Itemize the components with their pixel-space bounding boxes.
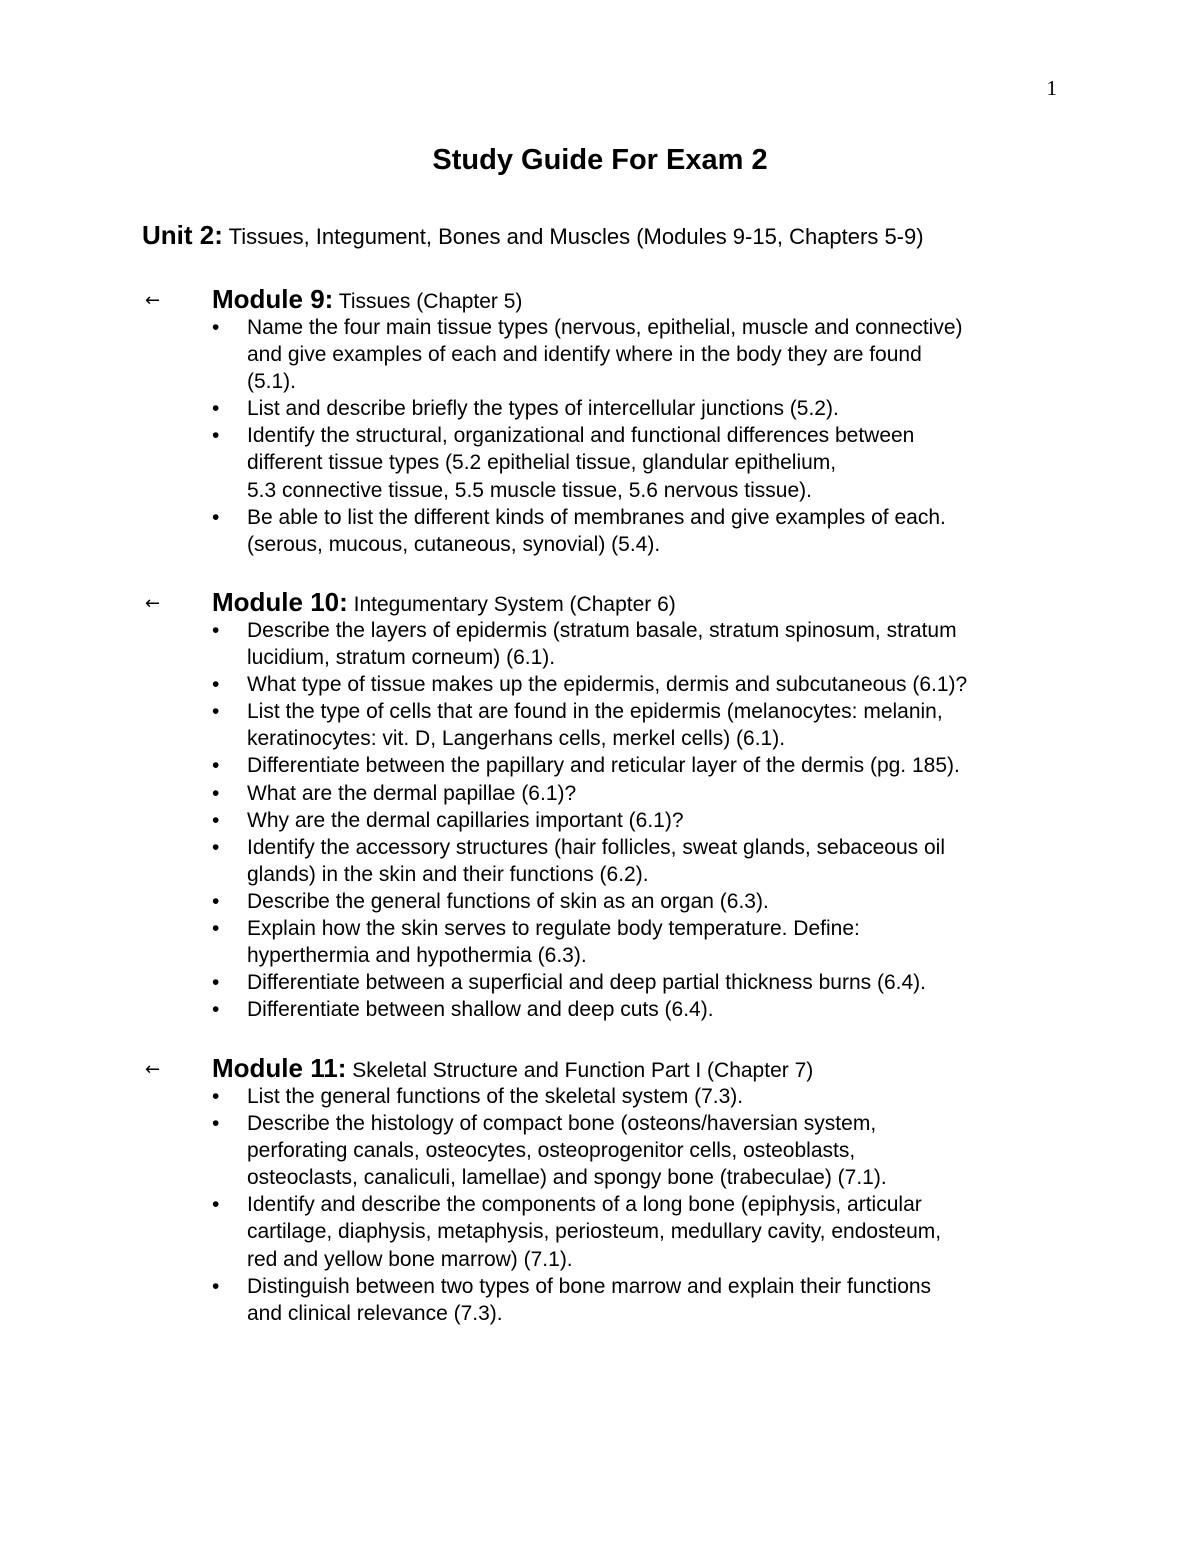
- module-description: Integumentary System (Chapter 6): [347, 593, 676, 616]
- topic-list: [142, 1083, 1082, 1327]
- bullet-icon: •: [212, 673, 220, 697]
- page-title: Study Guide For Exam 2: [432, 144, 768, 176]
- list-item-text: What are the dermal papillae (6.1)?: [247, 781, 577, 805]
- list-item-text: Name the four main tissue types (nervous, epithelial, muscle and connective) and give examples of each and identify where in the body they are found (5.1).: [247, 316, 963, 394]
- bullet-icon: •: [212, 505, 220, 529]
- list-item-text: Be able to list the different kinds of membranes and give examples of each. (serous, mucous, cutaneous, synovial) (5.4).: [247, 505, 946, 556]
- module-description: Skeletal Structure and Function Part I (Chapter 7): [346, 1059, 814, 1082]
- list-item: [142, 422, 1082, 503]
- list-item-text: List and describe briefly the types of intercellular junctions (5.2).: [247, 397, 839, 421]
- bullet-icon: •: [212, 1193, 220, 1217]
- bullet-icon: •: [212, 1274, 220, 1298]
- list-item-text: Why are the dermal capillaries important (6.1)?: [247, 808, 684, 832]
- bullet-icon: •: [212, 619, 220, 642]
- bullet-icon: •: [212, 1112, 220, 1136]
- module-title: [212, 587, 676, 620]
- module-description: Tissues (Chapter 5): [333, 290, 523, 313]
- list-item: [142, 807, 1082, 834]
- module-heading: [142, 1053, 1082, 1083]
- bullet-icon: •: [212, 781, 220, 805]
- bullet-icon: •: [212, 424, 220, 448]
- module-9-section: [142, 284, 1082, 558]
- list-item-text: Describe the histology of compact bone (osteons/haversian system, perforating canals, osteocytes, osteoprogenitor cells, osteoblasts, osteoclasts, canaliculi, lamellae) and spongy bone (trabeculae) (7.1).: [247, 1112, 887, 1190]
- bullet-icon: •: [212, 971, 220, 995]
- bullet-icon: •: [212, 700, 220, 724]
- list-item: [142, 1083, 1082, 1110]
- list-item: [142, 395, 1082, 422]
- list-item: [142, 752, 1082, 779]
- list-item: [142, 504, 1082, 558]
- list-item-text: Identify and describe the components of a long bone (epiphysis, articular cartilage, diaphysis, metaphysis, periosteum, medullary cavity, endosteum, red and yellow bone marrow) (7.1).: [247, 1193, 942, 1271]
- list-item-text: Explain how the skin serves to regulate body temperature. Define: hyperthermia and hypothermia (6.3).: [247, 917, 860, 968]
- list-item: [142, 969, 1082, 996]
- bullet-icon: •: [212, 835, 220, 859]
- bullet-icon: •: [212, 316, 220, 339]
- list-item: [142, 314, 1082, 395]
- unit-heading: [142, 220, 924, 252]
- topic-list: [142, 617, 1082, 1023]
- page-number: 1: [1046, 76, 1057, 100]
- list-item-text: Identify the structural, organizational and functional differences between different tissue types (5.2 epithelial tissue, glandular epithelium, 5.3 connective tissue, 5.5 muscle tissue, 5.6 nervous tissue).: [247, 424, 915, 502]
- left-arrow-icon: ←: [145, 593, 161, 614]
- module-10-section: [142, 587, 1082, 1023]
- list-item: [142, 834, 1082, 888]
- list-item-text: Differentiate between the papillary and reticular layer of the dermis (pg. 185).: [247, 754, 960, 778]
- list-item: [142, 617, 1082, 671]
- bullet-icon: •: [212, 754, 220, 778]
- bullet-icon: •: [212, 889, 220, 913]
- list-item-text: Describe the layers of epidermis (stratum basale, stratum spinosum, stratum lucidium, stratum corneum) (6.1).: [247, 619, 957, 670]
- left-arrow-icon: ←: [145, 1059, 161, 1080]
- list-item-text: Describe the general functions of skin as an organ (6.3).: [247, 889, 769, 913]
- list-item: [142, 888, 1082, 915]
- list-item-text: Differentiate between a superficial and deep partial thickness burns (6.4).: [247, 971, 927, 995]
- list-item: [142, 698, 1082, 752]
- list-item: [142, 1191, 1082, 1272]
- left-arrow-icon: ←: [145, 290, 161, 311]
- module-label: Module 9:: [212, 284, 334, 314]
- module-title: [212, 1053, 813, 1086]
- list-item-text: Distinguish between two types of bone marrow and explain their functions and clinical relevance (7.3).: [247, 1274, 932, 1325]
- list-item-text: List the general functions of the skeletal system (7.3).: [247, 1085, 744, 1108]
- bullet-icon: •: [212, 917, 220, 941]
- module-heading: [142, 284, 1082, 314]
- list-item-text: List the type of cells that are found in the epidermis (melanocytes: melanin, keratinocytes: vit. D, Langerhans cells, merkel cells) (6.1).: [247, 700, 943, 751]
- list-item: [142, 1110, 1082, 1191]
- bullet-icon: •: [212, 998, 220, 1022]
- unit-label: Unit 2:: [142, 220, 223, 250]
- bullet-icon: •: [212, 808, 220, 832]
- module-label: Module 10:: [212, 587, 348, 617]
- unit-description: Tissues, Integument, Bones and Muscles (Modules 9-15, Chapters 5-9): [222, 224, 924, 249]
- bullet-icon: •: [212, 1085, 220, 1108]
- topic-list: [142, 314, 1082, 558]
- module-11-section: [142, 1053, 1082, 1327]
- list-item-text: Identify the accessory structures (hair follicles, sweat glands, sebaceous oil glands) in the skin and their functions (6.2).: [247, 835, 945, 886]
- list-item: [142, 780, 1082, 807]
- list-item: [142, 996, 1082, 1023]
- list-item: [142, 671, 1082, 698]
- module-heading: [142, 587, 1082, 617]
- module-title: [212, 284, 522, 317]
- list-item: [142, 915, 1082, 969]
- list-item: [142, 1273, 1082, 1327]
- module-label: Module 11:: [212, 1053, 347, 1083]
- list-item-text: What type of tissue makes up the epidermis, dermis and subcutaneous (6.1)?: [247, 673, 968, 697]
- list-item-text: Differentiate between shallow and deep cuts (6.4).: [247, 998, 714, 1022]
- bullet-icon: •: [212, 397, 220, 421]
